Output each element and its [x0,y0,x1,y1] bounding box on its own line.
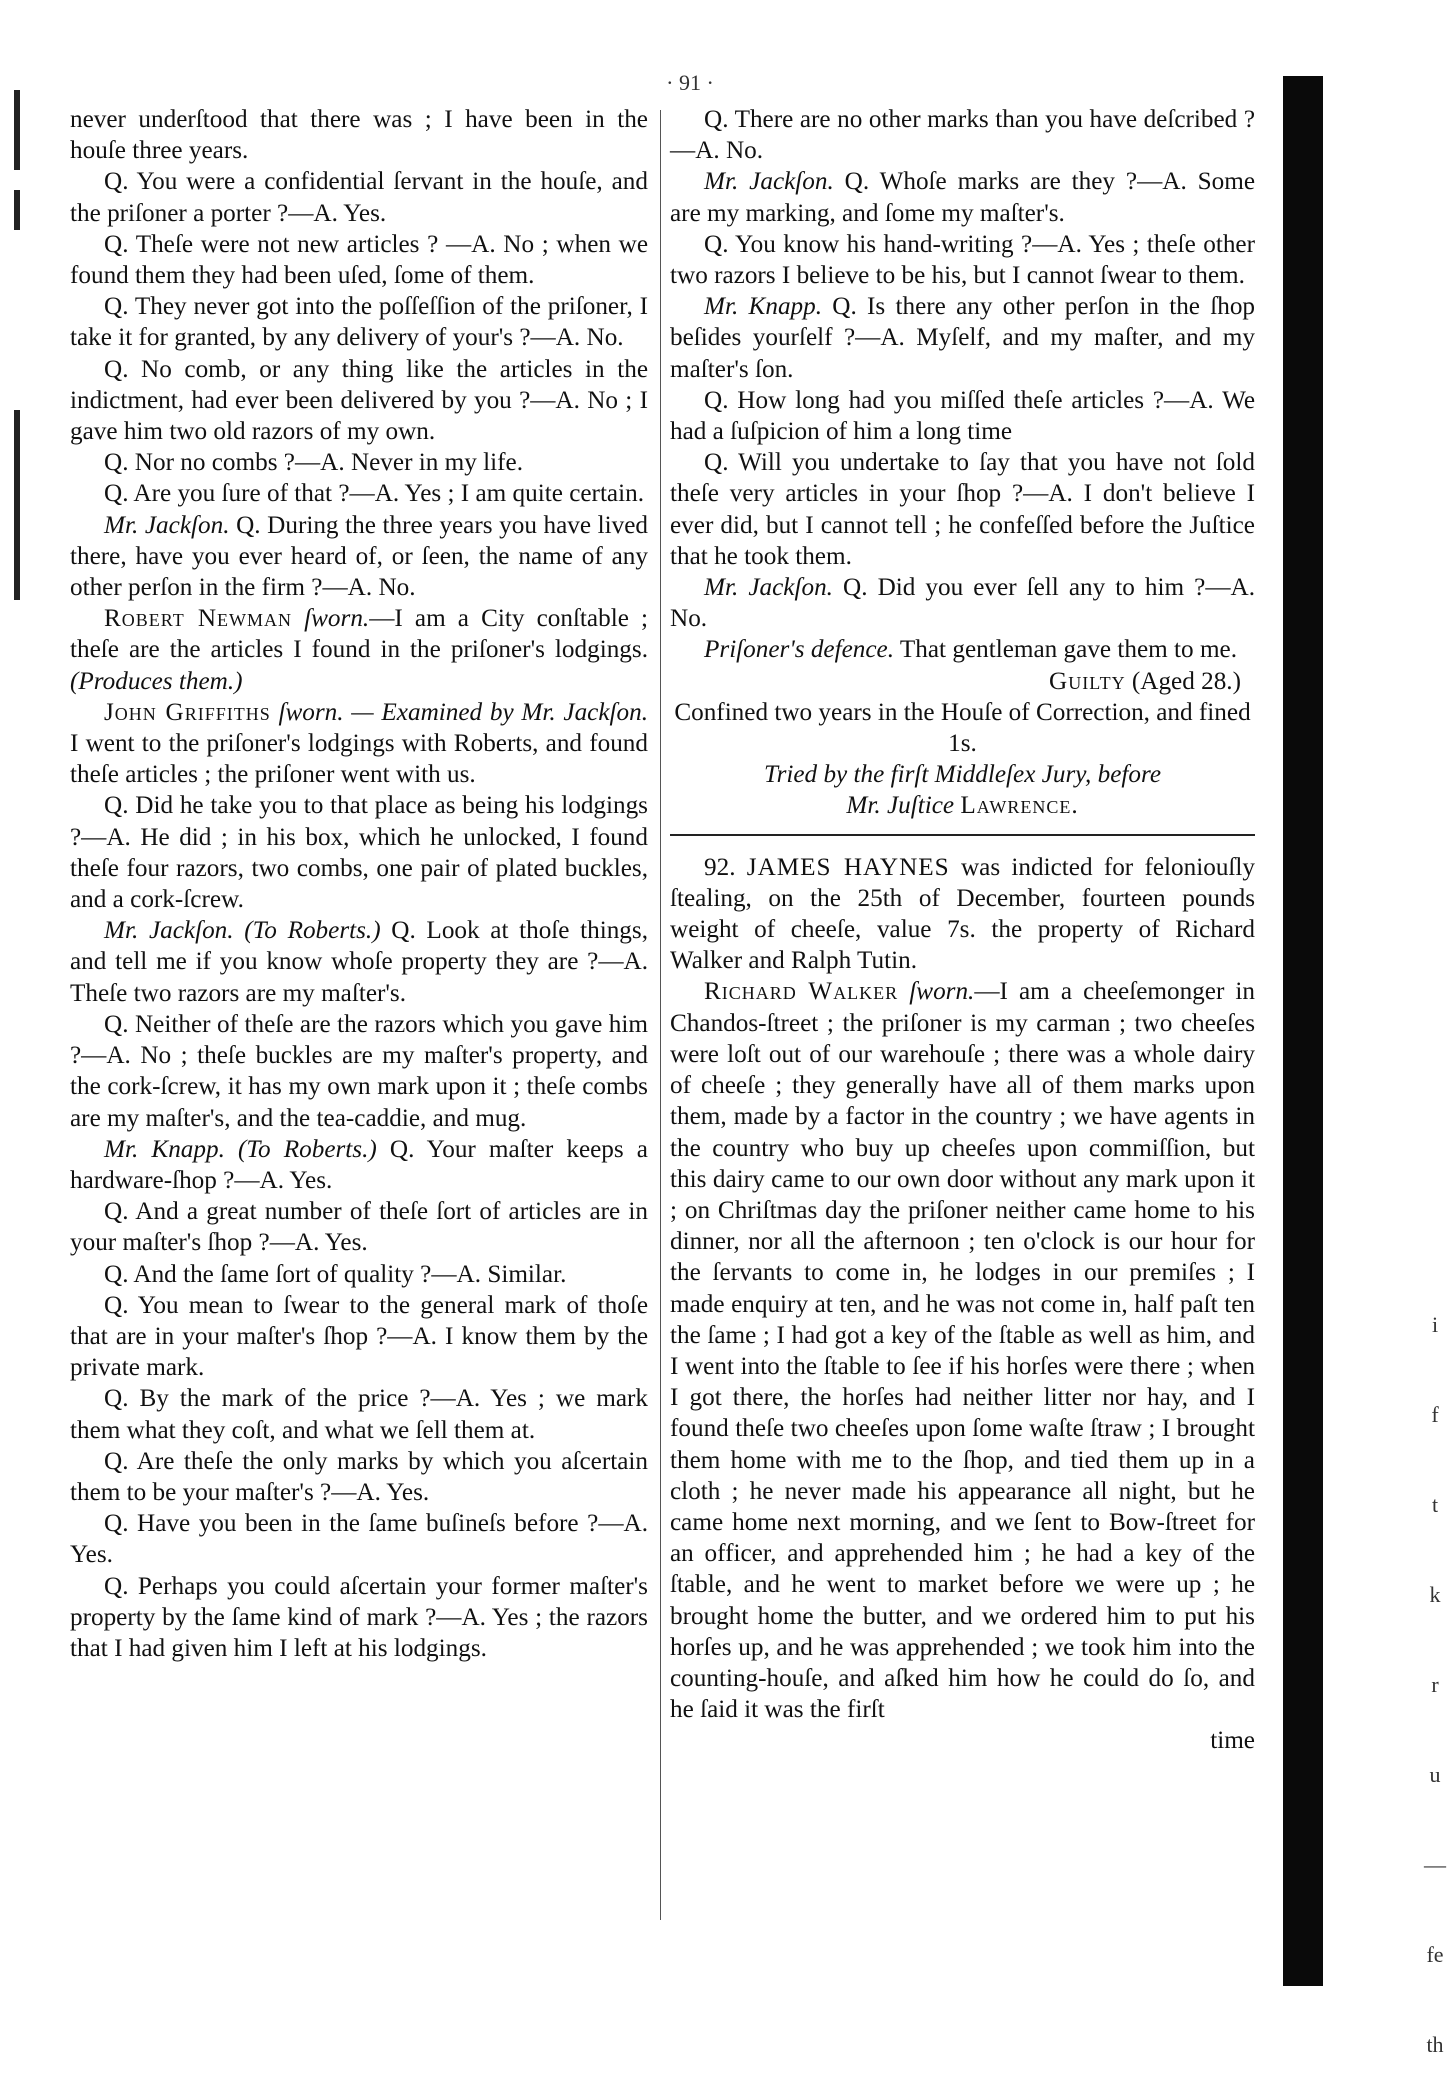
column-divider [660,110,661,1920]
ink-mark [14,90,20,170]
paragraph: Q. How long had you miſſed theſe articles ?—A. We had a ſuſpicion of him a long time [670,386,1255,446]
paragraph-text: Q. Look at thoſe things, and tell me if you know whoſe property they are ?—A. Theſe two razors are my maſter's. [70,917,648,1007]
indictment-text: was indicted for feloniouſly ſtealing, on the 25th of December, fourteen pounds weight of cheeſe, value 7s. the property of Richard Walker and Ralph Tutin. [670,853,1255,975]
margin-letter: u [1429,1762,1441,1787]
section-rule [670,834,1255,836]
paragraph: Q. You know his hand-writing ?—A. Yes ; theſe other two razors I believe to be his, but I cannot ſwear to them. [670,230,1255,290]
judge-name: Lawrence. [960,792,1079,820]
witness-name: John Griffiths [104,698,271,726]
margin-letter: k [1429,1582,1441,1607]
witness-name: Robert Newman [104,605,293,633]
speaker-label: Mr. Jackſon. [104,511,230,539]
paragraph: Q. You mean to ſwear to the general mark of thoſe that are in your maſter's ſhop ?—A. I know them by the private mark. [70,1291,648,1382]
sworn-label: ſworn. [304,605,370,633]
margin-letter: f [1431,1402,1439,1427]
paragraph: Q. Theſe were not new articles ? —A. No ; when we found them they had been uſed, ſome of them. [70,230,648,290]
binding-shadow [1283,76,1323,1986]
speaker-label: Mr. Jackſon. [704,574,833,602]
paragraph: Q. They never got into the poſſeſſion of the priſoner, I take it for granted, by any delivery of your's ?—A. No. [70,293,648,352]
case-heading [670,852,1255,977]
paragraph-text: —I am a City conſtable ; theſe are the articles I found in the priſoner's lodgings. [70,605,648,664]
margin-letter: t [1431,1492,1439,1517]
speaker-label: Priſoner's defence. [704,636,895,664]
paragraph [70,603,648,697]
speaker-label: Mr. Knapp. [704,293,823,321]
paragraph: Q. Are theſe the only marks by which you aſcertain them to be your maſter's ?—A. Yes. [70,1447,648,1506]
verdict-line [670,666,1255,697]
paragraph: Q. You were a confidential ſervant in the houſe, and the priſoner a porter ?—A. Yes. [70,168,648,227]
defendant-name: JAMES HAYNES [746,853,950,881]
case-number: 92. [704,853,736,881]
paragraph [670,166,1255,228]
stage-note: (Produces them.) [70,667,243,695]
ink-mark [14,190,20,230]
paragraph-text: That gentleman gave them to me. [899,636,1238,664]
paragraph [670,634,1255,665]
paragraph-text: Q. Your maſter keeps a hardware-ſhop ?—A. Yes. [70,1135,648,1194]
facing-page-margin [1420,1280,1450,2090]
witness-name: Richard Walker [704,978,899,1006]
paragraph [70,510,648,604]
right-column [670,104,1255,1757]
margin-letter: — [1424,1852,1446,1877]
paragraph: Q. And the ſame ſort of quality ?—A. Similar. [104,1260,567,1288]
sworn-label: ſworn. [909,978,975,1006]
verdict: Guilty [1049,667,1126,695]
paragraph: Q. Neither of theſe are the razors which you gave him ?—A. No ; theſe buckles are my maſter's property, and the cork-ſcrew, it has my own mark upon it ; theſe combs are my maſter's, and the tea-caddie, and mug. [70,1010,648,1132]
prisoner-age: (Aged 28.) [1131,667,1241,695]
paragraph-text: Q. Did you ever ſell any to him ?—A. No. [670,574,1256,633]
sworn-label: ſworn. — Examined by Mr. Jackſon. [278,698,649,726]
paragraph: Q. Have you been in the ſame buſineſs before ?—A. Yes. [70,1510,648,1569]
paragraph [70,697,648,791]
margin-letter: i [1431,1312,1439,1337]
paragraph: Q. Will you undertake to ſay that you have not ſold theſe very articles in your ſhop ?—A. I don't believe I ever did, but I cannot tell ; he confeſſed before the Juſtice that he took them. [670,449,1255,570]
speaker-label: Mr. Jackſon. [704,168,834,196]
paragraph: Q. By the mark of the price ?—A. Yes ; we mark them what they coſt, and what we ſell them at. [70,1385,648,1444]
paragraph: Q. Nor no combs ?—A. Never in my life. [104,449,524,477]
ink-mark [14,410,20,600]
left-column [70,104,648,1664]
paragraph [70,1134,648,1196]
paragraph [670,291,1255,385]
sentence: Confined two years in the Houſe of Correction, and fined 1s. [674,698,1251,758]
paragraph: Q. There are no other marks than you have deſcribed ?—A. No. [670,106,1255,165]
paragraph [670,976,1255,1725]
judge-line [670,790,1255,821]
paragraph: Q. Are you ſure of that ?—A. Yes ; I am quite certain. [104,480,645,508]
paragraph: never underſtood that there was ; I have been in the houſe three years. [70,106,648,165]
paragraph-text: Q. Is there any other perſon in the ſhop beſides yourſelf ?—A. Myſelf, and my maſter, and my maſter's ſon. [670,293,1256,383]
page-number: · 91 · [666,70,714,95]
paragraph: Q. And a great number of theſe ſort of articles are in your maſter's ſhop ?—A. Yes. [70,1198,648,1257]
paragraph [670,572,1255,634]
paragraph: Q. Did he take you to that place as being his lodgings ?—A. He did ; in his box, which he unlocked, I found theſe four razors, two combs, one pair of plated buckles, and a cork-ſcrew. [70,792,648,914]
paragraph-text: Q. During the three years you have lived there, have you ever heard of, or ſeen, the name of any other perſon in the firm ?—A. No. [70,511,648,602]
paragraph: Q. Perhaps you could aſcertain your former maſter's property by the ſame kind of mark ?—A. Yes ; the razors that I had given him I left at his lodgings. [70,1572,648,1662]
margin-letter: fe [1426,1942,1444,1967]
catchword: time [1210,1727,1255,1755]
speaker-label: Mr. Knapp. (To Roberts.) [104,1135,377,1163]
margin-letter: th [1426,2032,1444,2057]
paragraph [70,915,648,1009]
margin-letter: r [1431,1672,1439,1697]
judge-title: Mr. Juſtice [846,792,955,820]
paragraph-text: I went to the priſoner's lodgings with Roberts, and found theſe articles ; the priſoner went with us. [70,730,648,789]
speaker-label: Mr. Jackſon. (To Roberts.) [104,917,381,945]
paragraph-text: Q. Whoſe marks are they ?—A. Some are my marking, and ſome my maſter's. [670,168,1256,227]
tried-by-line: Tried by the firſt Middleſex Jury, before [763,761,1162,789]
paragraph-text: —I am a cheeſemonger in Chandos-ſtreet ; the priſoner is my carman ; two cheeſes were loſt out of our warehouſe ; there was a whole dairy of cheeſe ; they generally have all of them marks upon them, made by a factor in the country ; we have agents in the country who buy up cheeſes upon commiſſion, but this dairy came to our own door without any mark upon it ; on Chriſtmas day the priſoner neither came home to his dinner, nor all the afternoon ; ten o'clock is our hour for the ſervants to come in, he lodges in our premiſes ; I made enquiry at ten, and he was not come in, half paſt ten the ſame ; I had got a key of the ſtable as well as him, and I went into the ſtable to ſee if his horſes were there ; when I got there, the horſes had neither litter nor hay, and I found theſe two cheeſes upon ſome waſte ſtraw ; I brought them home with me to the ſhop, and tied them up in a cloth ; he never made his appearance all night, but he came home next morning, and we ſent to Bow-ſtreet for an officer, and apprehended him ; he had a key of the ſtable, and he went to market before we were up ; he brought home the butter, and we ordered him to put his horſes up, and he was apprehended ; we took him into the counting-houſe, and aſked him how he could do ſo, and he ſaid it was the firſt [670,978,1255,1724]
paragraph: Q. No comb, or any thing like the articles in the indictment, had ever been delivered by you ?—A. No ; I gave him two old razors of my own. [70,355,648,446]
